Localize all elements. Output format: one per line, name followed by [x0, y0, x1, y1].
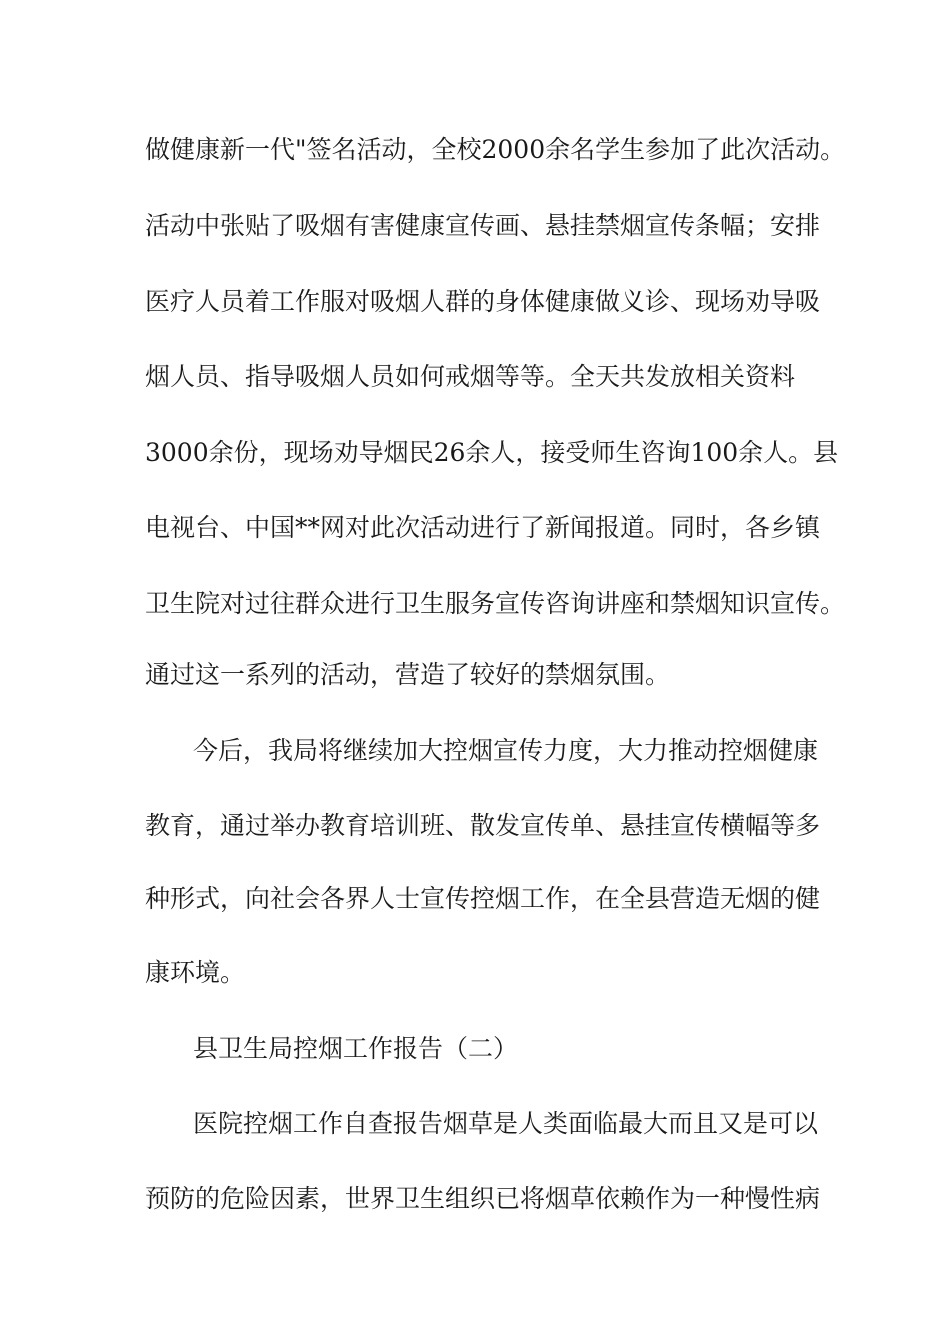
text-line-3: 医疗人员着工作服对吸烟人群的身体健康做义诊、现场劝导吸 [145, 287, 821, 316]
text-line-6: 电视台、中国**网对此次活动进行了新闻报道。同时，各乡镇 [145, 513, 821, 542]
text-line-4: 烟人员、指导吸烟人员如何戒烟等等。全天共发放相关资料 [145, 362, 796, 391]
text-line-2: 活动中张贴了吸烟有害健康宣传画、悬挂禁烟宣传条幅；安排 [145, 211, 821, 240]
text-line-14: 医院控烟工作自查报告烟草是人类面临最大而且又是可以 [193, 1109, 819, 1138]
text-line-1: 做健康新一代"签名活动，全校2000余名学生参加了此次活动。 [145, 135, 846, 164]
text-line-8: 通过这一系列的活动，营造了较好的禁烟氛围。 [145, 660, 671, 689]
text-line-10: 教育，通过举办教育培训班、散发宣传单、悬挂宣传横幅等多 [145, 811, 821, 840]
text-line-7: 卫生院对过往群众进行卫生服务宣传咨询讲座和禁烟知识宣传。 [145, 589, 846, 618]
text-line-9: 今后，我局将继续加大控烟宣传力度，大力推动控烟健康 [193, 736, 819, 765]
text-line-12: 康环境。 [145, 958, 246, 987]
section-heading: 县卫生局控烟工作报告（二） [193, 1034, 519, 1063]
text-line-15: 预防的危险因素，世界卫生组织已将烟草依赖作为一种慢性病 [145, 1184, 821, 1213]
text-line-11: 种形式，向社会各界人士宣传控烟工作，在全县营造无烟的健 [145, 884, 821, 913]
text-line-5: 3000余份，现场劝导烟民26余人，接受师生咨询100余人。县 [145, 438, 839, 467]
